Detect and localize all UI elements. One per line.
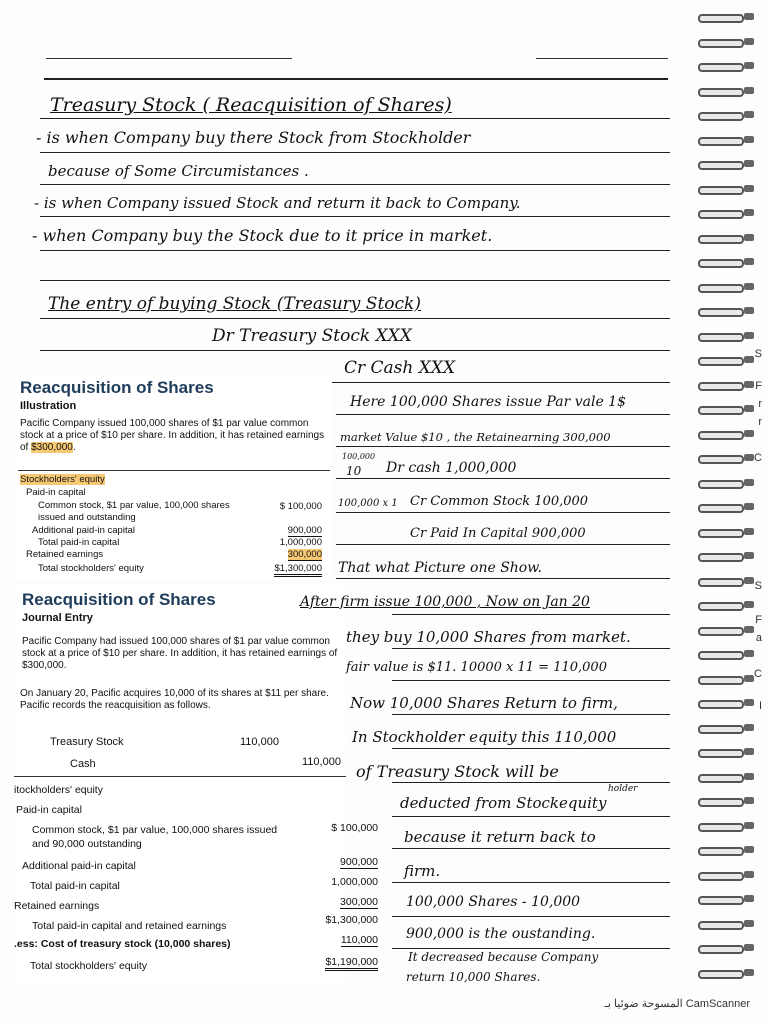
je-debit-amount: 110,000 — [240, 736, 279, 748]
ruled-line — [392, 714, 670, 715]
total-equity-label: Total stockholders' equity — [30, 960, 147, 972]
total-equity-label: Total stockholders' equity — [38, 563, 144, 574]
note-line: - is when Company buy there Stock from Stockholder — [36, 128, 471, 147]
header-rule — [44, 78, 668, 80]
total-pic-re-amount: $1,300,000 — [325, 914, 378, 926]
coil-hole — [744, 160, 754, 167]
coil-hole — [744, 846, 754, 853]
spiral-coil — [698, 453, 756, 462]
treasury-cost-label: .ess: Cost of treasury stock (10,000 shares) — [14, 938, 231, 950]
coil-wire — [698, 480, 744, 489]
coil-hole — [744, 87, 754, 94]
side-note: Here 100,000 Shares issue Par vale 1$ — [350, 394, 626, 410]
side-note: of Treasury Stock will be — [356, 762, 559, 781]
side-note: return 10,000 Shares. — [406, 970, 541, 984]
coil-hole — [744, 675, 754, 682]
coil-wire — [698, 137, 744, 146]
spiral-coil — [698, 870, 756, 879]
top-rule-left — [46, 58, 292, 59]
spiral-coil — [698, 110, 756, 119]
total-pic-re-label: Total paid-in capital and retained earnings — [32, 920, 227, 932]
coil-wire — [698, 749, 744, 758]
divider — [18, 470, 330, 471]
note-line: because of Some Circumistances . — [48, 162, 309, 180]
entry-heading: The entry of buying Stock (Treasury Stock) — [48, 294, 421, 314]
coil-hole — [744, 577, 754, 584]
coil-wire — [698, 308, 744, 317]
side-note: market Value $10 , the Retainearning 300,000 — [340, 430, 611, 444]
je-credit-amount: 110,000 — [302, 756, 341, 768]
coil-hole — [744, 307, 754, 314]
spiral-coil — [698, 772, 756, 781]
ruled-line — [392, 882, 670, 883]
top-rule-right — [536, 58, 668, 59]
edge-letter: a — [755, 632, 762, 644]
spiral-coil — [698, 576, 756, 585]
spiral-coil — [698, 306, 756, 315]
spiral-coil — [698, 257, 756, 266]
side-note: deducted from Stockequity — [400, 794, 607, 812]
coil-wire — [698, 896, 744, 905]
side-note: 100,000 x 1 — [338, 498, 398, 509]
paid-in-label: Paid-in capital — [16, 804, 82, 816]
coil-hole — [744, 969, 754, 976]
coil-wire — [698, 333, 744, 342]
coil-wire — [698, 823, 744, 832]
spiral-coil — [698, 796, 756, 805]
coil-wire — [698, 921, 744, 930]
ruled-line — [392, 916, 670, 917]
paragraph-end: . — [72, 442, 76, 453]
coil-hole — [744, 356, 754, 363]
je-debit-account: Treasury Stock — [50, 736, 124, 748]
coil-hole — [744, 13, 754, 20]
coil-hole — [744, 601, 754, 608]
spiral-coil — [698, 723, 756, 732]
coil-hole — [744, 454, 754, 461]
coil-wire — [698, 284, 744, 293]
spiral-coil — [698, 894, 756, 903]
spiral-coil — [698, 380, 756, 389]
coil-wire — [698, 676, 744, 685]
retained-earnings-label: Retained earnings — [26, 549, 104, 560]
ruled-line — [40, 216, 670, 217]
scanner-watermark: المسوحة ضوئيا بـ CamScanner — [604, 998, 750, 1010]
side-note: firm. — [404, 862, 441, 880]
coil-wire — [698, 161, 744, 170]
spiral-coil — [698, 502, 756, 511]
entry-debit: Dr Treasury Stock XXX — [212, 326, 412, 346]
coil-wire — [698, 112, 744, 121]
spiral-coil — [698, 208, 756, 217]
spiral-coil — [698, 12, 756, 21]
total-paid-label: Total paid-in capital — [30, 880, 120, 892]
coil-wire — [698, 88, 744, 97]
apic-amount: 900,000 — [340, 856, 378, 868]
coil-hole — [744, 479, 754, 486]
retained-earnings-amount: 300,000 — [340, 896, 378, 908]
coil-hole — [744, 626, 754, 633]
side-note: fair value is $11. 10000 x 11 = 110,000 — [346, 660, 607, 675]
coil-hole — [744, 405, 754, 412]
edge-letter: S — [754, 348, 762, 360]
ruled-line — [336, 414, 670, 415]
coil-wire — [698, 529, 744, 538]
common-stock-amount: $ 100,000 — [331, 822, 378, 834]
coil-hole — [744, 822, 754, 829]
ruled-line — [336, 446, 670, 447]
spiral-coil — [698, 37, 756, 46]
spiral-coil — [698, 649, 756, 658]
ruled-line — [40, 318, 670, 319]
ruled-line — [40, 250, 670, 251]
ruled-line — [392, 614, 670, 615]
paid-in-label: Paid-in capital — [26, 487, 86, 498]
slide-paragraph-2: On January 20, Pacific acquires 10,000 of its shares at $11 per share. Pacific records the reacquisition as follows. — [20, 688, 329, 711]
ruled-line — [392, 648, 670, 649]
spiral-coil — [698, 61, 756, 70]
ruled-line — [336, 578, 670, 579]
edge-letter: r — [758, 416, 762, 428]
spiral-coil — [698, 355, 756, 364]
coil-hole — [744, 136, 754, 143]
spiral-coil — [698, 135, 756, 144]
coil-hole — [744, 283, 754, 290]
coil-hole — [744, 209, 754, 216]
edge-letter: S — [754, 580, 762, 592]
spiral-coil — [698, 527, 756, 536]
spiral-coil — [698, 86, 756, 95]
common-stock-label: Common stock, $1 par value, 100,000 shares — [38, 500, 230, 511]
coil-hole — [744, 748, 754, 755]
coil-wire — [698, 210, 744, 219]
coil-wire — [698, 186, 744, 195]
coil-hole — [744, 332, 754, 339]
apic-label: Additional paid-in capital — [32, 525, 135, 536]
coil-hole — [744, 430, 754, 437]
side-note: That what Picture one Show. — [338, 560, 542, 576]
slide-title: Reacquisition of Shares — [22, 590, 216, 609]
ruled-line — [392, 816, 670, 817]
side-note-fraction: 10 — [346, 464, 362, 478]
side-note: In Stockholder equity this 110,000 — [352, 728, 617, 746]
ruled-line — [40, 280, 670, 281]
spiral-coil — [698, 159, 756, 168]
common-stock-label-2: and 90,000 outstanding — [32, 838, 142, 850]
slide-title: Reacquisition of Shares — [20, 378, 214, 397]
coil-hole — [744, 503, 754, 510]
side-note: 100,000 Shares - 10,000 — [406, 894, 581, 910]
spiral-coil — [698, 184, 756, 193]
coil-wire — [698, 578, 744, 587]
slide-paragraph-1: Pacific Company had issued 100,000 shares of $1 par value common stock at a price of $10 per share. In addition, it has retained earnings of $300,000. — [22, 636, 338, 671]
spiral-coil — [698, 821, 756, 830]
spiral-coil — [698, 429, 756, 438]
coil-wire — [698, 627, 744, 636]
coil-wire — [698, 847, 744, 856]
retained-earnings-amount: 300,000 — [287, 549, 322, 560]
spiral-coil — [698, 968, 756, 977]
spiral-coil — [698, 404, 756, 413]
note-line: - when Company buy the Stock due to it price in market. — [32, 226, 493, 245]
side-note: they buy 10,000 Shares from market. — [346, 628, 631, 646]
side-note: Dr cash 1,000,000 — [386, 460, 517, 476]
slide-illustration — [14, 374, 332, 580]
coil-hole — [744, 258, 754, 265]
side-note: After firm issue 100,000 , Now on Jan 20 — [300, 594, 590, 610]
coil-wire — [698, 63, 744, 72]
spiral-coil — [698, 698, 756, 707]
coil-hole — [744, 699, 754, 706]
coil-hole — [744, 381, 754, 388]
coil-hole — [744, 62, 754, 69]
coil-hole — [744, 895, 754, 902]
coil-wire — [698, 774, 744, 783]
side-note: It decreased because Company — [408, 950, 599, 964]
slide-paragraph — [20, 418, 332, 454]
total-equity-amount: $1,300,000 — [274, 563, 322, 577]
coil-wire — [698, 872, 744, 881]
paragraph-text: Pacific Company issued 100,000 shares of $1 par value common stock at a price of $10 per share. In addition, it has retained earnings of — [20, 418, 325, 453]
side-note-superscript: holder — [608, 784, 638, 794]
coil-hole — [744, 38, 754, 45]
coil-hole — [744, 773, 754, 780]
coil-hole — [744, 185, 754, 192]
edge-letter: F — [755, 614, 762, 626]
side-note: because it return back to — [404, 828, 596, 846]
coil-wire — [698, 406, 744, 415]
spiral-coil — [698, 845, 756, 854]
ruled-line — [392, 748, 670, 749]
coil-hole — [744, 234, 754, 241]
side-note: 900,000 is the oustanding. — [406, 926, 596, 942]
coil-wire — [698, 14, 744, 23]
ruled-line — [336, 544, 670, 545]
credit-common: Cr Common Stock 100,000 — [410, 494, 589, 509]
edge-letter: F — [755, 380, 762, 392]
coil-hole — [744, 111, 754, 118]
slide-journal-entry — [14, 584, 378, 984]
total-paid-label: Total paid-in capital — [38, 537, 120, 548]
ruled-line — [336, 512, 670, 513]
coil-hole — [744, 944, 754, 951]
note-title: Treasury Stock ( Reacquisition of Shares) — [50, 94, 452, 116]
apic-amount: 900,000 — [287, 525, 322, 536]
coil-wire — [698, 651, 744, 660]
total-paid-amount: 1,000,000 — [279, 537, 322, 548]
spiral-coil — [698, 625, 756, 634]
spiral-coil — [698, 674, 756, 683]
side-note: Now 10,000 Shares Return to firm, — [350, 694, 618, 712]
coil-wire — [698, 382, 744, 391]
coil-wire — [698, 970, 744, 979]
treasury-cost-amount: 110,000 — [340, 934, 378, 946]
spiral-coil — [698, 600, 756, 609]
ruled-line — [392, 782, 670, 783]
highlighted-amount: $300,000 — [31, 442, 73, 453]
coil-wire — [698, 235, 744, 244]
ruled-line — [40, 184, 670, 185]
ruled-line — [392, 948, 670, 949]
coil-wire — [698, 798, 744, 807]
spiral-coil — [698, 331, 756, 340]
note-line: - is when Company issued Stock and return it back to Company. — [34, 194, 521, 212]
coil-wire — [698, 431, 744, 440]
spiral-coil — [698, 478, 756, 487]
coil-hole — [744, 528, 754, 535]
coil-hole — [744, 650, 754, 657]
spiral-coil — [698, 747, 756, 756]
side-note-fraction: 100,000 — [342, 452, 376, 461]
retained-earnings-label: Retained earnings — [14, 900, 100, 912]
common-stock-label: Common stock, $1 par value, 100,000 shares issued — [32, 824, 278, 836]
slide-subtitle: Journal Entry — [22, 612, 93, 624]
spiral-binding — [690, 0, 768, 1000]
spiral-coil — [698, 551, 756, 560]
side-note — [410, 494, 588, 509]
equity-heading: itockholders' equity — [14, 784, 103, 796]
spiral-coil — [698, 282, 756, 291]
coil-hole — [744, 920, 754, 927]
coil-wire — [698, 553, 744, 562]
je-credit-account: Cash — [70, 758, 96, 770]
edge-letter: I — [758, 700, 762, 712]
ruled-line — [392, 848, 670, 849]
coil-hole — [744, 797, 754, 804]
coil-hole — [744, 871, 754, 878]
edge-letter: r — [758, 398, 762, 410]
entry-credit: Cr Cash XXX — [344, 358, 456, 378]
coil-wire — [698, 700, 744, 709]
coil-wire — [698, 455, 744, 464]
total-paid-amount: 1,000,000 — [331, 876, 378, 888]
edge-letter: C — [754, 668, 762, 680]
ruled-line — [40, 152, 670, 153]
coil-wire — [698, 725, 744, 734]
coil-wire — [698, 357, 744, 366]
ruled-line — [40, 350, 670, 351]
common-stock-label-2: issued and outstanding — [38, 512, 136, 523]
spiral-coil — [698, 919, 756, 928]
coil-wire — [698, 504, 744, 513]
coil-wire — [698, 259, 744, 268]
ruled-line — [392, 680, 670, 681]
coil-wire — [698, 602, 744, 611]
equity-heading: Stockholders' equity — [20, 474, 105, 485]
common-stock-amount: $ 100,000 — [279, 501, 322, 512]
coil-hole — [744, 724, 754, 731]
divider — [14, 776, 346, 777]
coil-hole — [744, 552, 754, 559]
coil-wire — [698, 39, 744, 48]
slide-subtitle: Illustration — [20, 400, 77, 412]
ruled-line — [336, 478, 670, 479]
coil-wire — [698, 945, 744, 954]
spiral-coil — [698, 943, 756, 952]
side-note: Cr Paid In Capital 900,000 — [410, 526, 586, 541]
edge-letter: C — [754, 452, 762, 464]
apic-label: Additional paid-in capital — [22, 860, 136, 872]
total-equity-amount: $1,190,000 — [325, 956, 378, 971]
spiral-coil — [698, 233, 756, 242]
ruled-line — [40, 118, 670, 119]
